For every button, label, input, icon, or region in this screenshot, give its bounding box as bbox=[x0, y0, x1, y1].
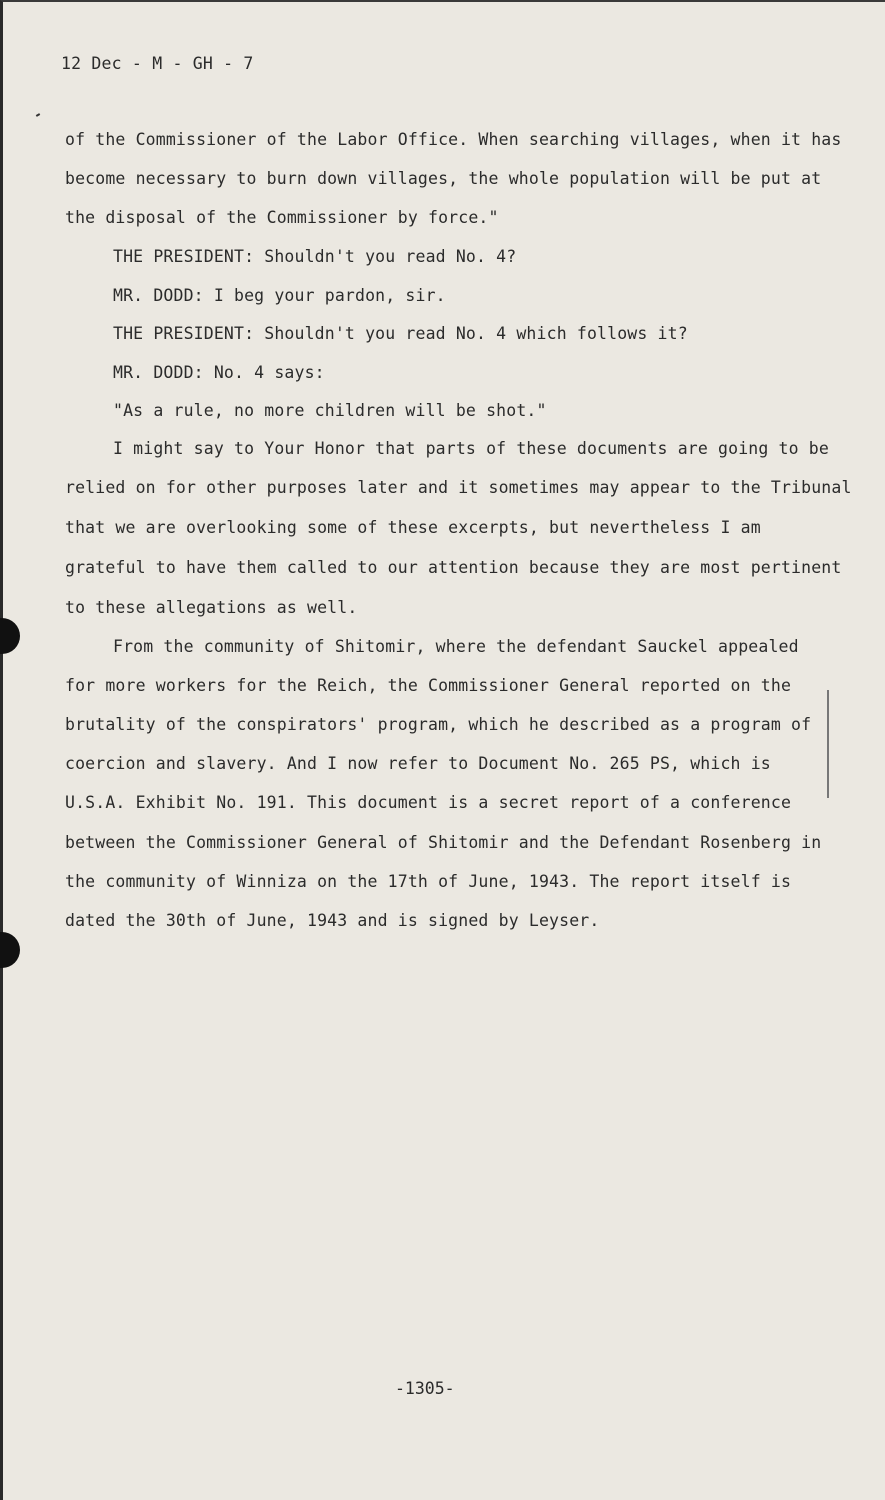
text-line: become necessary to burn down villages, the whole population will be put at bbox=[65, 169, 822, 188]
text-line: brutality of the conspirators' program, which he described as a program of bbox=[65, 715, 812, 734]
text-line: coercion and slavery. And I now refer to Document No. 265 PS, which is bbox=[65, 754, 771, 773]
text-line: THE PRESIDENT: Shouldn't you read No. 4 which follows it? bbox=[113, 324, 688, 343]
page-header: 12 Dec - M - GH - 7 bbox=[61, 54, 254, 73]
text-line: that we are overlooking some of these excerpts, but nevertheless I am bbox=[65, 518, 761, 537]
margin-line bbox=[827, 690, 829, 798]
page-number: -1305- bbox=[395, 1379, 455, 1398]
text-line: MR. DODD: I beg your pardon, sir. bbox=[113, 286, 446, 305]
text-line: "As a rule, no more children will be shot." bbox=[113, 401, 547, 420]
text-line: of the Commissioner of the Labor Office. When searching villages, when it has bbox=[65, 130, 842, 149]
text-line: the disposal of the Commissioner by force." bbox=[65, 208, 499, 227]
text-line: U.S.A. Exhibit No. 191. This document is a secret report of a conference bbox=[65, 793, 792, 812]
text-line: grateful to have them called to our attention because they are most pertinent bbox=[65, 558, 842, 577]
text-line: dated the 30th of June, 1943 and is signed by Leyser. bbox=[65, 911, 600, 930]
text-line: I might say to Your Honor that parts of these documents are going to be bbox=[113, 439, 829, 458]
text-line: From the community of Shitomir, where the defendant Sauckel appealed bbox=[113, 637, 799, 656]
binder-hole bbox=[0, 932, 20, 968]
text-line: for more workers for the Reich, the Commissioner General reported on the bbox=[65, 676, 792, 695]
text-line: THE PRESIDENT: Shouldn't you read No. 4? bbox=[113, 247, 517, 266]
text-line: to these allegations as well. bbox=[65, 598, 358, 617]
text-line: between the Commissioner General of Shitomir and the Defendant Rosenberg in bbox=[65, 833, 822, 852]
text-line: MR. DODD: No. 4 says: bbox=[113, 363, 325, 382]
text-line: relied on for other purposes later and it sometimes may appear to the Tribunal bbox=[65, 478, 852, 497]
binder-hole bbox=[0, 618, 20, 654]
ink-mark bbox=[36, 113, 40, 117]
text-line: the community of Winniza on the 17th of June, 1943. The report itself is bbox=[65, 872, 792, 891]
